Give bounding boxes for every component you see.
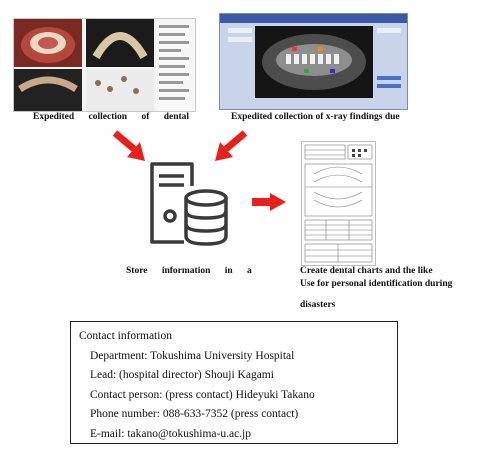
contact-phone: Phone number: 088-633-7352 (press contact) <box>90 408 299 420</box>
contact-heading: Contact information <box>79 330 172 342</box>
dental-chart-form <box>301 141 376 266</box>
xray-image <box>220 14 407 109</box>
contact-department: Department: Tokushima University Hospital <box>90 349 295 362</box>
arrow-right-icon <box>252 193 286 211</box>
contact-lead: Lead: (hospital director) Shouji Kagami <box>90 369 274 381</box>
server-database-icon <box>148 160 230 250</box>
dental-chart-image <box>302 142 375 265</box>
dental-photos-image <box>14 19 195 111</box>
contact-info-box <box>70 321 398 444</box>
contact-email: E-mail: takano@tokushima-u.ac.jp <box>90 427 252 440</box>
contact-person: Contact person: (press contact) Hideyuki Takano <box>90 388 315 401</box>
database-icon <box>186 191 226 244</box>
xray-findings-panel <box>219 13 408 110</box>
store-caption: Store information in a <box>126 266 252 276</box>
charts-caption-line1: Create dental charts and the like <box>300 266 433 276</box>
charts-caption-line2: Use for personal identification during <box>300 279 453 289</box>
dental-caption: Expedited collection of dental <box>33 112 190 122</box>
arrow-down-right-icon <box>112 130 152 164</box>
charts-caption-line3: disasters <box>300 300 336 310</box>
arrow-down-left-icon <box>208 130 248 164</box>
dental-photos-panel <box>13 18 196 112</box>
xray-caption: Expedited collection of x-ray findings due <box>231 112 400 122</box>
